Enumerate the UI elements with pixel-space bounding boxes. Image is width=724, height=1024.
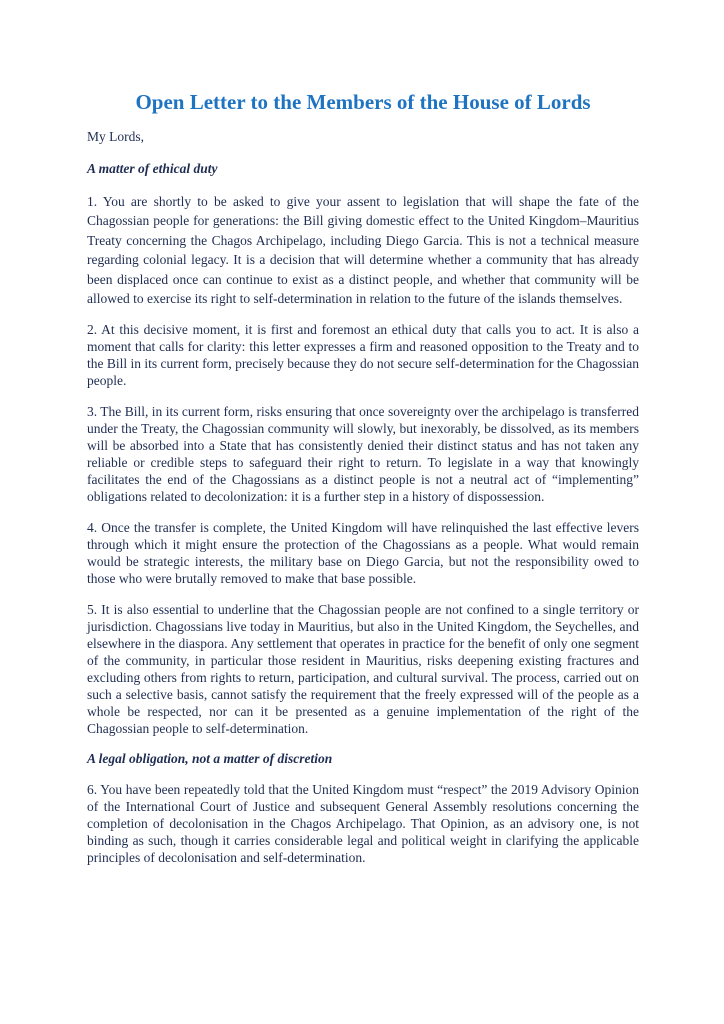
paragraph-2: 2. At this decisive moment, it is first and foremost an ethical duty that calls you to act. It is also a moment that calls for clarity: this letter expresses a firm and reasoned opposition to the Treaty and to the Bill in its current form, precisely because they do not secure self-determination for the Chagossian people. [87,322,639,389]
paragraph-4: 4. Once the transfer is complete, the United Kingdom will have relinquished the last effective levers through which it might ensure the protection of the Chagossians as a people. What would remain would be strategic interests, the military base on Diego Garcia, but not the responsibility owed to those who were brutally removed to make that base possible. [87,520,639,587]
paragraph-3: 3. The Bill, in its current form, risks ensuring that once sovereignty over the archipelago is transferred under the Treaty, the Chagossian community will slowly, but inexorably, be dissolved, as its members will be absorbed into a State that has consistently denied their distinct status and has not taken any reliable or credible steps to safeguard their right to return. To legislate in a way that knowingly facilitates the end of the Chagossians as a distinct people is not a neutral act of “implementing” obligations related to decolonization: it is a further step in a history of dispossession. [87,404,639,505]
salutation: My Lords, [87,129,144,144]
paragraph-6: 6. You have been repeatedly told that the United Kingdom must “respect” the 2019 Advisory Opinion of the International Court of Justice and subsequent General Assembly resolutions concerning the completion of decolonisation in the Chagos Archipelago. That Opinion, as an advisory one, is not binding as such, though it carries considerable legal and political weight in clarifying the applicable principles of decolonisation and self-determination. [87,782,639,866]
section-heading-legal-obligation: A legal obligation, not a matter of discretion [87,751,333,767]
page-title: Open Letter to the Members of the House of Lords [135,90,591,114]
paragraph-5: 5. It is also essential to underline that the Chagossian people are not confined to a single territory or jurisdiction. Chagossians live today in Mauritius, but also in the United Kingdom, the Seychelles, and elsewhere in the diaspora. Any settlement that operates in practice for the benefit of only one segment of the community, in particular those resident in Mauritius, risks deepening existing fractures and excluding others from rights to return, participation, and cultural survival. The process, carried out on such a selective basis, cannot satisfy the requirement that the freely expressed will of the people as a whole be respected, nor can it be presented as a genuine implementation of the right of the Chagossian people to self-determination. [87,602,639,737]
paragraph-1: 1. You are shortly to be asked to give your assent to legislation that will shape the fate of the Chagossian people for generations: the Bill giving domestic effect to the United Kingdom–Mauritius Treaty concerning the Chagos Archipelago, including Diego Garcia. This is not a technical measure regarding colonial legacy. It is a decision that will determine whether a community that has already been displaced once can continue to exist as a distinct people, and whether that community will be allowed to exercise its right to self-determination in relation to the future of the islands themselves. [87,194,639,307]
letter-page [87,84,639,866]
section-heading-ethical-duty: A matter of ethical duty [87,161,218,176]
